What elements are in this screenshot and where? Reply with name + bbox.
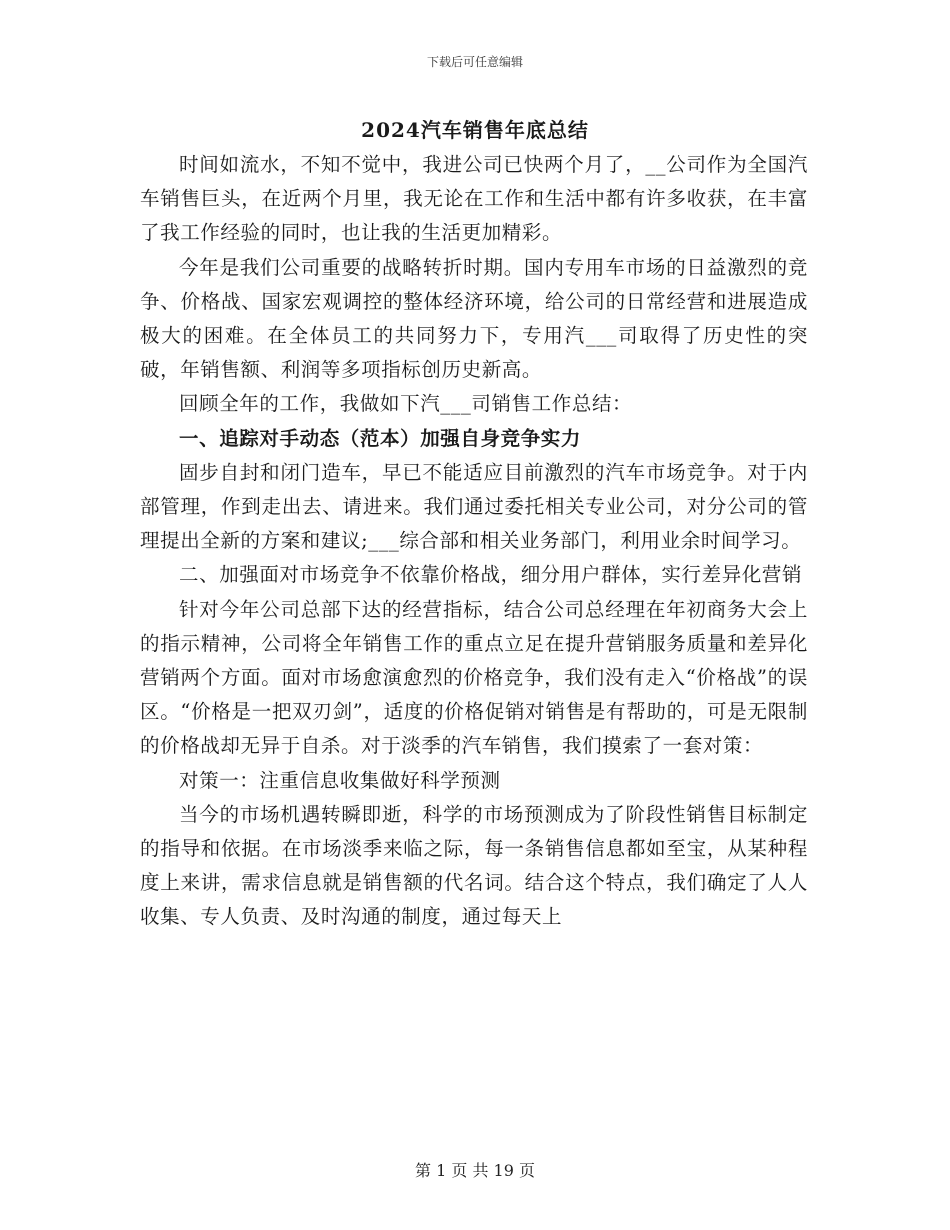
- section-heading-2: 二、加强面对市场竞争不依靠价格战，细分用户群体，实行差异化营销: [179, 563, 803, 587]
- page-footer: 第 1 页 共 19 页: [415, 1161, 535, 1180]
- subheading-strategy-1: 对策一：注重信息收集做好科学预测: [179, 768, 501, 792]
- document-title: 2024汽车销售年底总结: [361, 118, 589, 142]
- paragraph-intro: 时间如流水，不知不觉中，我进公司已快两个月了，__公司作为全国汽车销售巨头，在近两个月里，我无论在工作和生活中都有许多收获，在丰富了我工作经验的同时，也让我的生活更加精彩。: [140, 153, 808, 245]
- paragraph-management: 固步自封和闭门造车，早已不能适应目前激烈的汽车市场竞争。对于内部管理，作到走出去、请进来。我们通过委托相关专业公司，对分公司的管理提出全新的方案和建议;___综合部和相关业务部门，利用业余时间学习。: [140, 460, 808, 553]
- paragraph-marketing: 针对今年公司总部下达的经营指标，结合公司总经理在年初商务大会上的指示精神，公司将全年销售工作的重点立足在提升营销服务质量和差异化营销两个方面。面对市场愈演愈烈的价格竞争，我们没有走入“价格战”的误区。“价格是一把双刃剑”，适度的价格促销对销售是有帮助的，可是无限制的价格战却无异于自杀。对于淡季的汽车销售，我们摸索了一套对策：: [140, 597, 808, 758]
- section-heading-1: 一、追踪对手动态（范本）加强自身竞争实力: [179, 426, 582, 450]
- document-body: [140, 148, 808, 935]
- paragraph-review: 回顾全年的工作，我做如下汽___司销售工作总结：: [179, 392, 633, 416]
- paragraph-strategy: 今年是我们公司重要的战略转折时期。国内专用车市场的日益激烈的竞争、价格战、国家宏观调控的整体经济环境，给公司的日常经营和进展造成极大的困难。在全体员工的共同努力下，专用汽___司取得了历史性的突破，年销售额、利润等多项指标创历史新高。: [140, 255, 808, 382]
- paragraph-forecast: 当今的市场机遇转瞬即逝，科学的市场预测成为了阶段性销售目标制定的指导和依据。在市场淡季来临之际，每一条销售信息都如至宝，从某种程度上来讲，需求信息就是销售额的代名词。结合这个特点，我们确定了人人收集、专人负责、及时沟通的制度，通过每天上: [140, 802, 808, 929]
- header-note: 下载后可任意编辑: [426, 55, 523, 69]
